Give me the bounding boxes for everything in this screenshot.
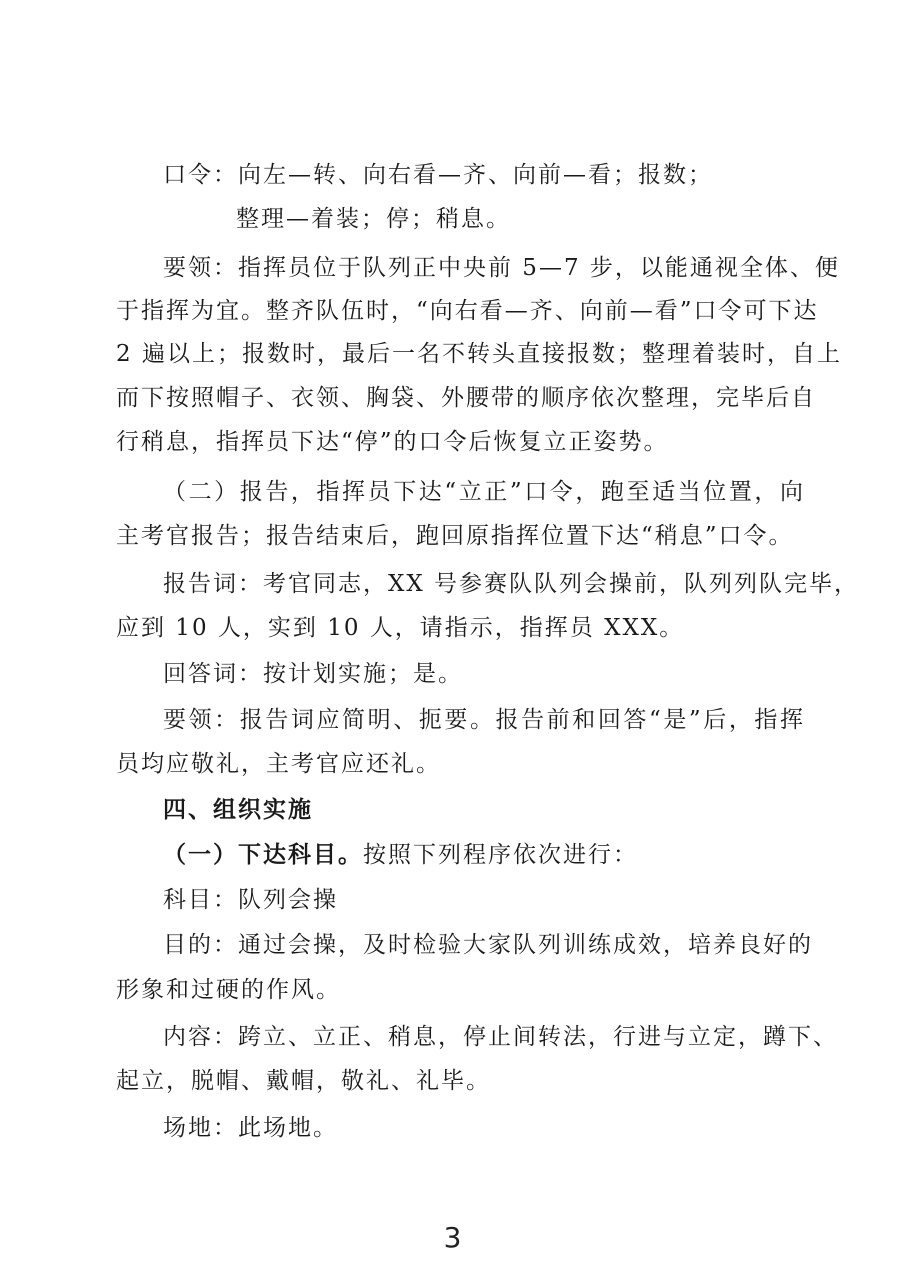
report-line-2: 主考官报告；报告结束后，跑回原指挥位置下达“稍息”口令。	[116, 523, 794, 549]
subject-line: 科目：队列会操	[163, 887, 338, 913]
content-line-2: 起立，脱帽、戴帽，敬礼、礼毕。	[116, 1068, 491, 1094]
report-line-1: （二）报告，指挥员下达“立正”口令，跑至适当位置，向	[163, 479, 805, 505]
section-heading: 四、组织实施	[163, 797, 313, 823]
essentials-line-3: 2 遍以上；报数时，最后一名不转头直接报数；整理着装时，自上	[116, 341, 842, 367]
report-words-line-2: 应到 10 人，实到 10 人，请指示，指挥员 XXX。	[116, 615, 685, 641]
subsection-heading-bold: （一）下达科目。	[163, 842, 363, 868]
essentials-line-5: 行稍息，指挥员下达“停”的口令后恢复立正姿势。	[116, 429, 669, 455]
essentials-line-4: 而下按照帽子、衣领、胸袋、外腰带的顺序依次整理，完毕后自	[116, 385, 816, 411]
answer-words-line: 回答词：按计划实施；是。	[163, 661, 463, 687]
purpose-line-2: 形象和过硬的作风。	[116, 977, 341, 1003]
venue-line: 场地：此场地。	[163, 1115, 338, 1141]
report-essentials-line-1: 要领：报告词应简明、扼要。报告前和回答“是”后，指挥	[163, 707, 805, 733]
command-line-1: 口令：向左—转、向右看—齐、向前—看；报数；	[163, 162, 713, 188]
report-words-line-1: 报告词：考官同志，XX 号参赛队队列会操前，队列列队完毕，	[163, 571, 860, 597]
report-essentials-line-2: 员均应敬礼，主考官应还礼。	[116, 751, 441, 777]
content-line-1: 内容：跨立、立正、稍息，停止间转法，行进与立定，蹲下、	[163, 1024, 838, 1050]
purpose-line-1: 目的：通过会操，及时检验大家队列训练成效，培养良好的	[163, 932, 813, 958]
essentials-line-2: 于指挥为宜。整齐队伍时，“向右看—齐、向前—看”口令可下达	[116, 298, 819, 324]
essentials-line-1: 要领：指挥员位于队列正中央前 5—7 步，以能通视全体、便	[163, 255, 840, 281]
subsection-heading	[163, 840, 805, 870]
page-number: 3	[443, 1221, 462, 1254]
subsection-heading-rest: 按照下列程序依次进行：	[363, 842, 638, 868]
command-line-2: 整理—着装；停；稍息。	[236, 206, 511, 232]
